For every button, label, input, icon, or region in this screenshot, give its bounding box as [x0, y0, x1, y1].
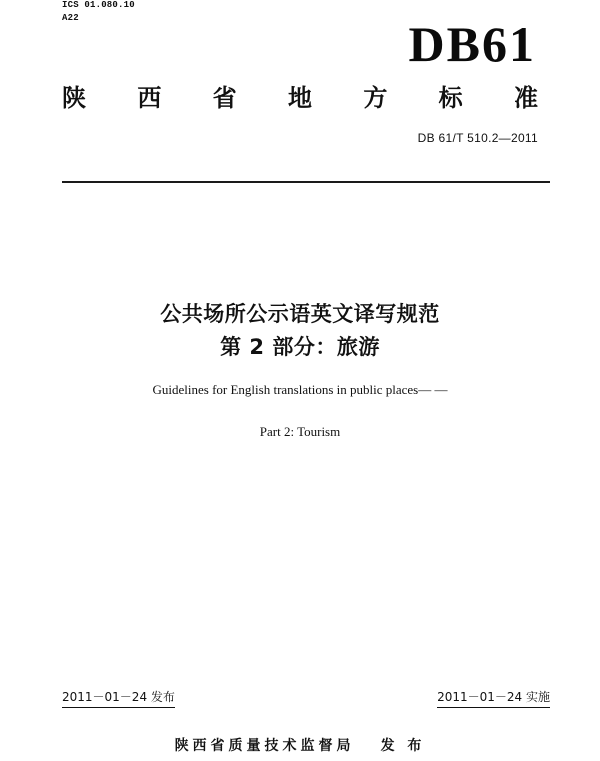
implementation-date: 2011－01－24 实施	[437, 689, 550, 708]
issuing-body: 陕西省质量技术监督局	[174, 738, 355, 754]
ccs-code: A22	[62, 13, 79, 23]
standard-type-char: 地	[287, 84, 312, 112]
english-title-line2: Part 2: Tourism	[259, 424, 341, 439]
issue-word: 发 布	[380, 738, 426, 754]
standard-type-char: 省	[212, 84, 237, 112]
standard-type-char: 标	[438, 84, 463, 112]
standard-type-char: 准	[513, 84, 538, 112]
standard-type-char: 方	[363, 84, 388, 112]
issue-date: 2011－01－24 发布	[62, 689, 175, 708]
issuing-body-line	[0, 737, 600, 755]
chinese-title-line2: 第 2 部分：旅游	[220, 335, 380, 359]
standard-type-char: 西	[137, 84, 162, 112]
header-rule	[62, 181, 550, 183]
standard-logo: DB61	[408, 16, 536, 72]
ics-code: ICS 01.080.10	[62, 0, 135, 10]
standard-type-title	[62, 82, 538, 114]
chinese-title-line1: 公共场所公示语英文译写规范	[160, 302, 440, 326]
english-title-line1: Guidelines for English translations in public places— —	[152, 382, 448, 397]
standard-type-char: 陕	[62, 84, 86, 112]
standard-number: DB 61/T 510.2—2011	[417, 131, 538, 145]
